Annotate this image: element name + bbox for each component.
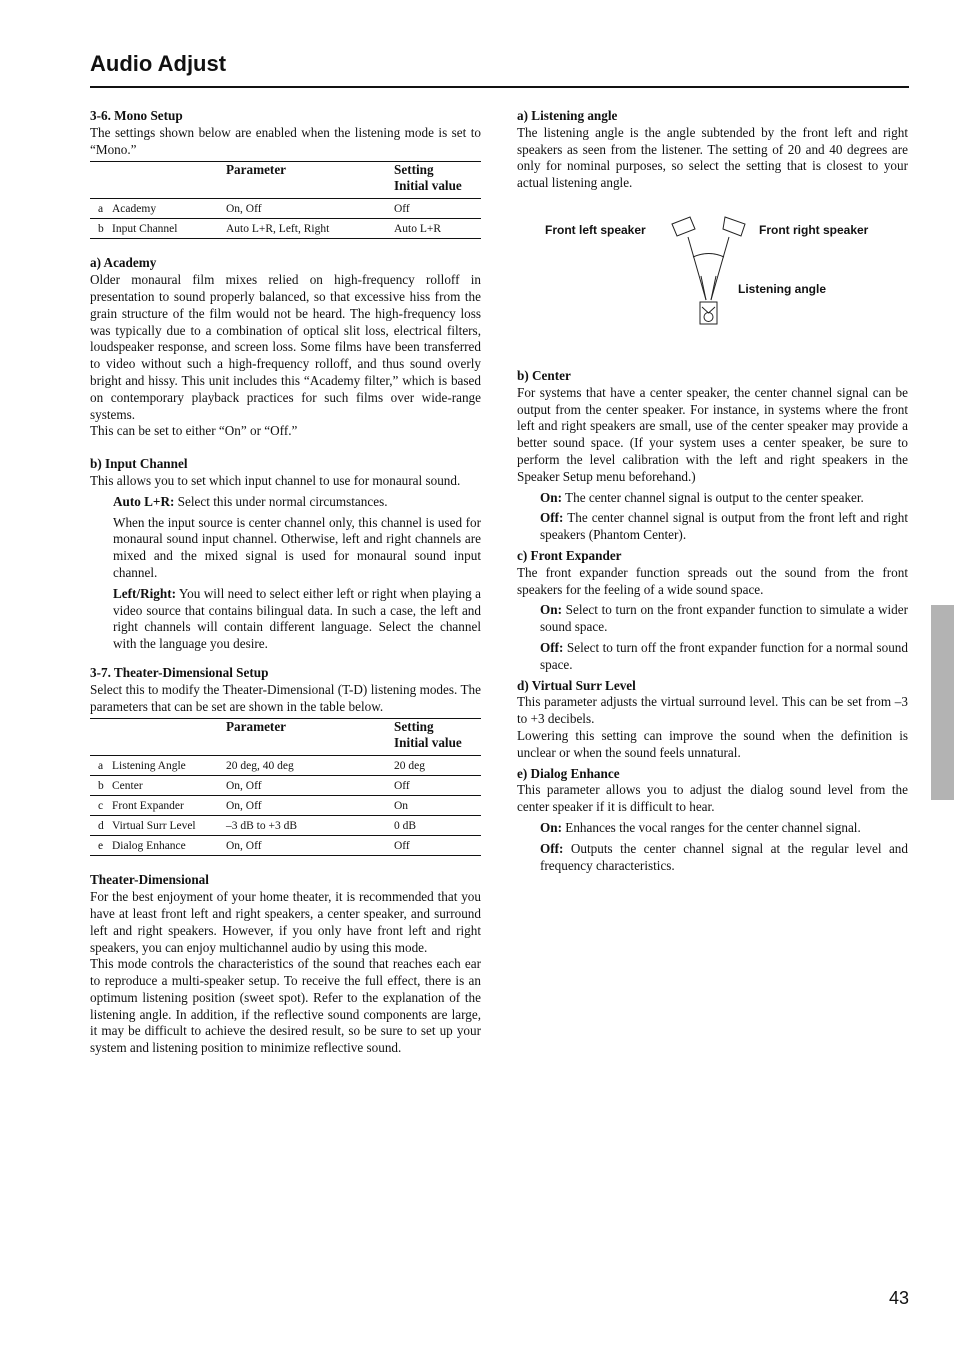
table-row: a Academy On, Off Off bbox=[90, 199, 481, 219]
auto-lr-detail: When the input source is center channel only, this channel is used for monaural sound input channel. Otherwise, left and right channels are mixed and the mixed signal is used for monaural sound input channel. bbox=[113, 514, 481, 580]
virtual-surr-level-text-2: Lowering this setting can improve the sound when the definition is unclear or when the sound feels unnatural. bbox=[517, 727, 908, 760]
angle-arc bbox=[693, 253, 724, 257]
front-right-speaker-label: Front right speaker bbox=[759, 222, 869, 237]
front-left-speaker-icon bbox=[672, 217, 695, 236]
left-column bbox=[90, 108, 481, 1057]
center-text: For systems that have a center speaker, the center channel signal can be output from the center speaker. For instance, in systems where the front left and right speakers are small, use of the center speaker may provide a better sound space. (If your system uses a center speaker, be sure to perform the level calibration with the left and right speakers in the Speaker Setup menu beforehand.) bbox=[517, 384, 908, 484]
col-setting: Setting Initial value bbox=[394, 719, 481, 756]
auto-lr-item: Auto L+R: Select this under normal circumstances. bbox=[113, 493, 388, 509]
expander-off-item: Off: Select to turn off the front expander function for a normal sound space. bbox=[540, 639, 908, 672]
listening-angle-label: Listening angle bbox=[738, 281, 827, 296]
theater-dimensional-heading: Theater-Dimensional bbox=[90, 872, 209, 888]
table-row: d Virtual Surr Level –3 dB to +3 dB 0 dB bbox=[90, 816, 481, 836]
theater-dimensional-text-1: For the best enjoyment of your home theater, it is recommended that you have at least front left and right speakers, a center speaker, and surround left and right speakers. However, if you only have front left and right speakers, you can enjoy multichannel audio by using this mode. bbox=[90, 889, 481, 955]
col-parameter: Parameter bbox=[226, 162, 394, 199]
table-row: b Center On, Off Off bbox=[90, 776, 481, 796]
virtual-surr-level-heading: d) Virtual Surr Level bbox=[517, 677, 636, 693]
academy-text: Older monaural film mixes relied on high-frequency rolloff in presentation to sound properly balanced, so that excessive hiss from the grain structure of the film would not be heard. The high-frequency loss was typically due to a combination of optical slit loss, electrical filters, loudspeaker response, and screen loss. Some films have been transferred to video without such a high-frequency rolloff, and thus sound overly bright and hissy. This unit includes this “Academy filter,” which is based on contemporary playback practices for such films over wide-range systems. bbox=[90, 272, 481, 422]
dialog-enhance-heading: e) Dialog Enhance bbox=[517, 765, 620, 781]
left-sight-line bbox=[688, 237, 706, 300]
title-rule bbox=[90, 86, 909, 88]
virtual-surr-level-text: This parameter adjusts the virtual surround level. This can be set from –3 to +3 decibels. bbox=[517, 694, 908, 727]
section-tab bbox=[931, 605, 954, 800]
left-right-item: Left/Right: You will need to select either left or right when playing a video source that contains bilingual data. In such a case, the left and right channels will contain different language. Select the channel with the language you desire. bbox=[113, 585, 481, 652]
dialog-off-item: Off: Outputs the center channel signal at the regular level and frequency characteristics. bbox=[540, 840, 908, 873]
dialog-on-item: On: Enhances the vocal ranges for the center channel signal. bbox=[540, 819, 861, 835]
listening-angle-diagram bbox=[517, 192, 908, 368]
table-header bbox=[90, 162, 481, 199]
td-setup-table bbox=[90, 718, 481, 856]
right-sight-line bbox=[711, 237, 729, 300]
speaker-diagram-svg bbox=[517, 192, 908, 368]
front-right-speaker-icon bbox=[723, 217, 745, 236]
mono-setup-intro: The settings shown below are enabled when the listening mode is set to “Mono.” bbox=[90, 124, 481, 157]
listening-angle-text: The listening angle is the angle subtended by the front left and right speakers as seen from the listener. The setting of 20 and 40 degrees are only for nominal purposes, so select the setting that is closest to your actual listening angle. bbox=[517, 124, 908, 191]
center-off-item: Off: The center channel signal is output from the front left and right speakers (Phantom Center). bbox=[540, 510, 908, 543]
input-channel-text: This allows you to set which input channel to use for monaural sound. bbox=[90, 472, 461, 488]
table-row: e Dialog Enhance On, Off Off bbox=[90, 836, 481, 856]
page-number: 43 bbox=[888, 1288, 909, 1308]
input-channel-heading: b) Input Channel bbox=[90, 456, 188, 472]
mono-setup-table bbox=[90, 161, 481, 239]
front-expander-text: The front expander function spreads out the sound from the front speakers for the feeling of a wide sound space. bbox=[517, 564, 908, 597]
table-row: b Input Channel Auto L+R, Left, Right Auto L+R bbox=[90, 219, 481, 239]
table-row: c Front Expander On, Off On bbox=[90, 796, 481, 816]
mono-setup-heading: 3-6. Mono Setup bbox=[90, 108, 183, 123]
table-header bbox=[90, 719, 481, 756]
academy-text-2: This can be set to either “On” or “Off.” bbox=[90, 423, 298, 439]
col-setting: Setting Initial value bbox=[394, 162, 481, 199]
td-setup-intro: Select this to modify the Theater-Dimensional (T-D) listening modes. The parameters that can be set are shown in the table below. bbox=[90, 681, 481, 714]
right-column bbox=[517, 108, 908, 878]
td-setup-heading: 3-7. Theater-Dimensional Setup bbox=[90, 664, 269, 680]
page-title: Audio Adjust bbox=[90, 51, 227, 76]
academy-heading: a) Academy bbox=[90, 255, 157, 271]
listening-angle-heading: a) Listening angle bbox=[517, 108, 618, 123]
center-on-item: On: The center channel signal is output to the center speaker. bbox=[540, 489, 864, 505]
center-heading: b) Center bbox=[517, 367, 571, 383]
table-row: a Listening Angle 20 deg, 40 deg 20 deg bbox=[90, 756, 481, 776]
dialog-enhance-text: This parameter allows you to adjust the dialog sound level from the center speaker if it is difficult to hear. bbox=[517, 782, 908, 815]
front-left-speaker-label: Front left speaker bbox=[545, 222, 646, 237]
front-expander-heading: c) Front Expander bbox=[517, 547, 622, 563]
theater-dimensional-text-2: This mode controls the characteristics of the sound that reaches each ear to reproduce a multi-speaker setup. To receive the full effect, there is an optimum listening position (sweet spot). Refer to the explanation of the listening angle. In addition, if the reflective sound components are large, it may be difficult to achieve the desired result, so be sure to set up your system and listening position to minimize reflective sound. bbox=[90, 956, 481, 1056]
expander-on-item: On: Select to turn on the front expander function to simulate a wider sound space. bbox=[540, 602, 908, 635]
col-parameter: Parameter bbox=[226, 719, 394, 756]
